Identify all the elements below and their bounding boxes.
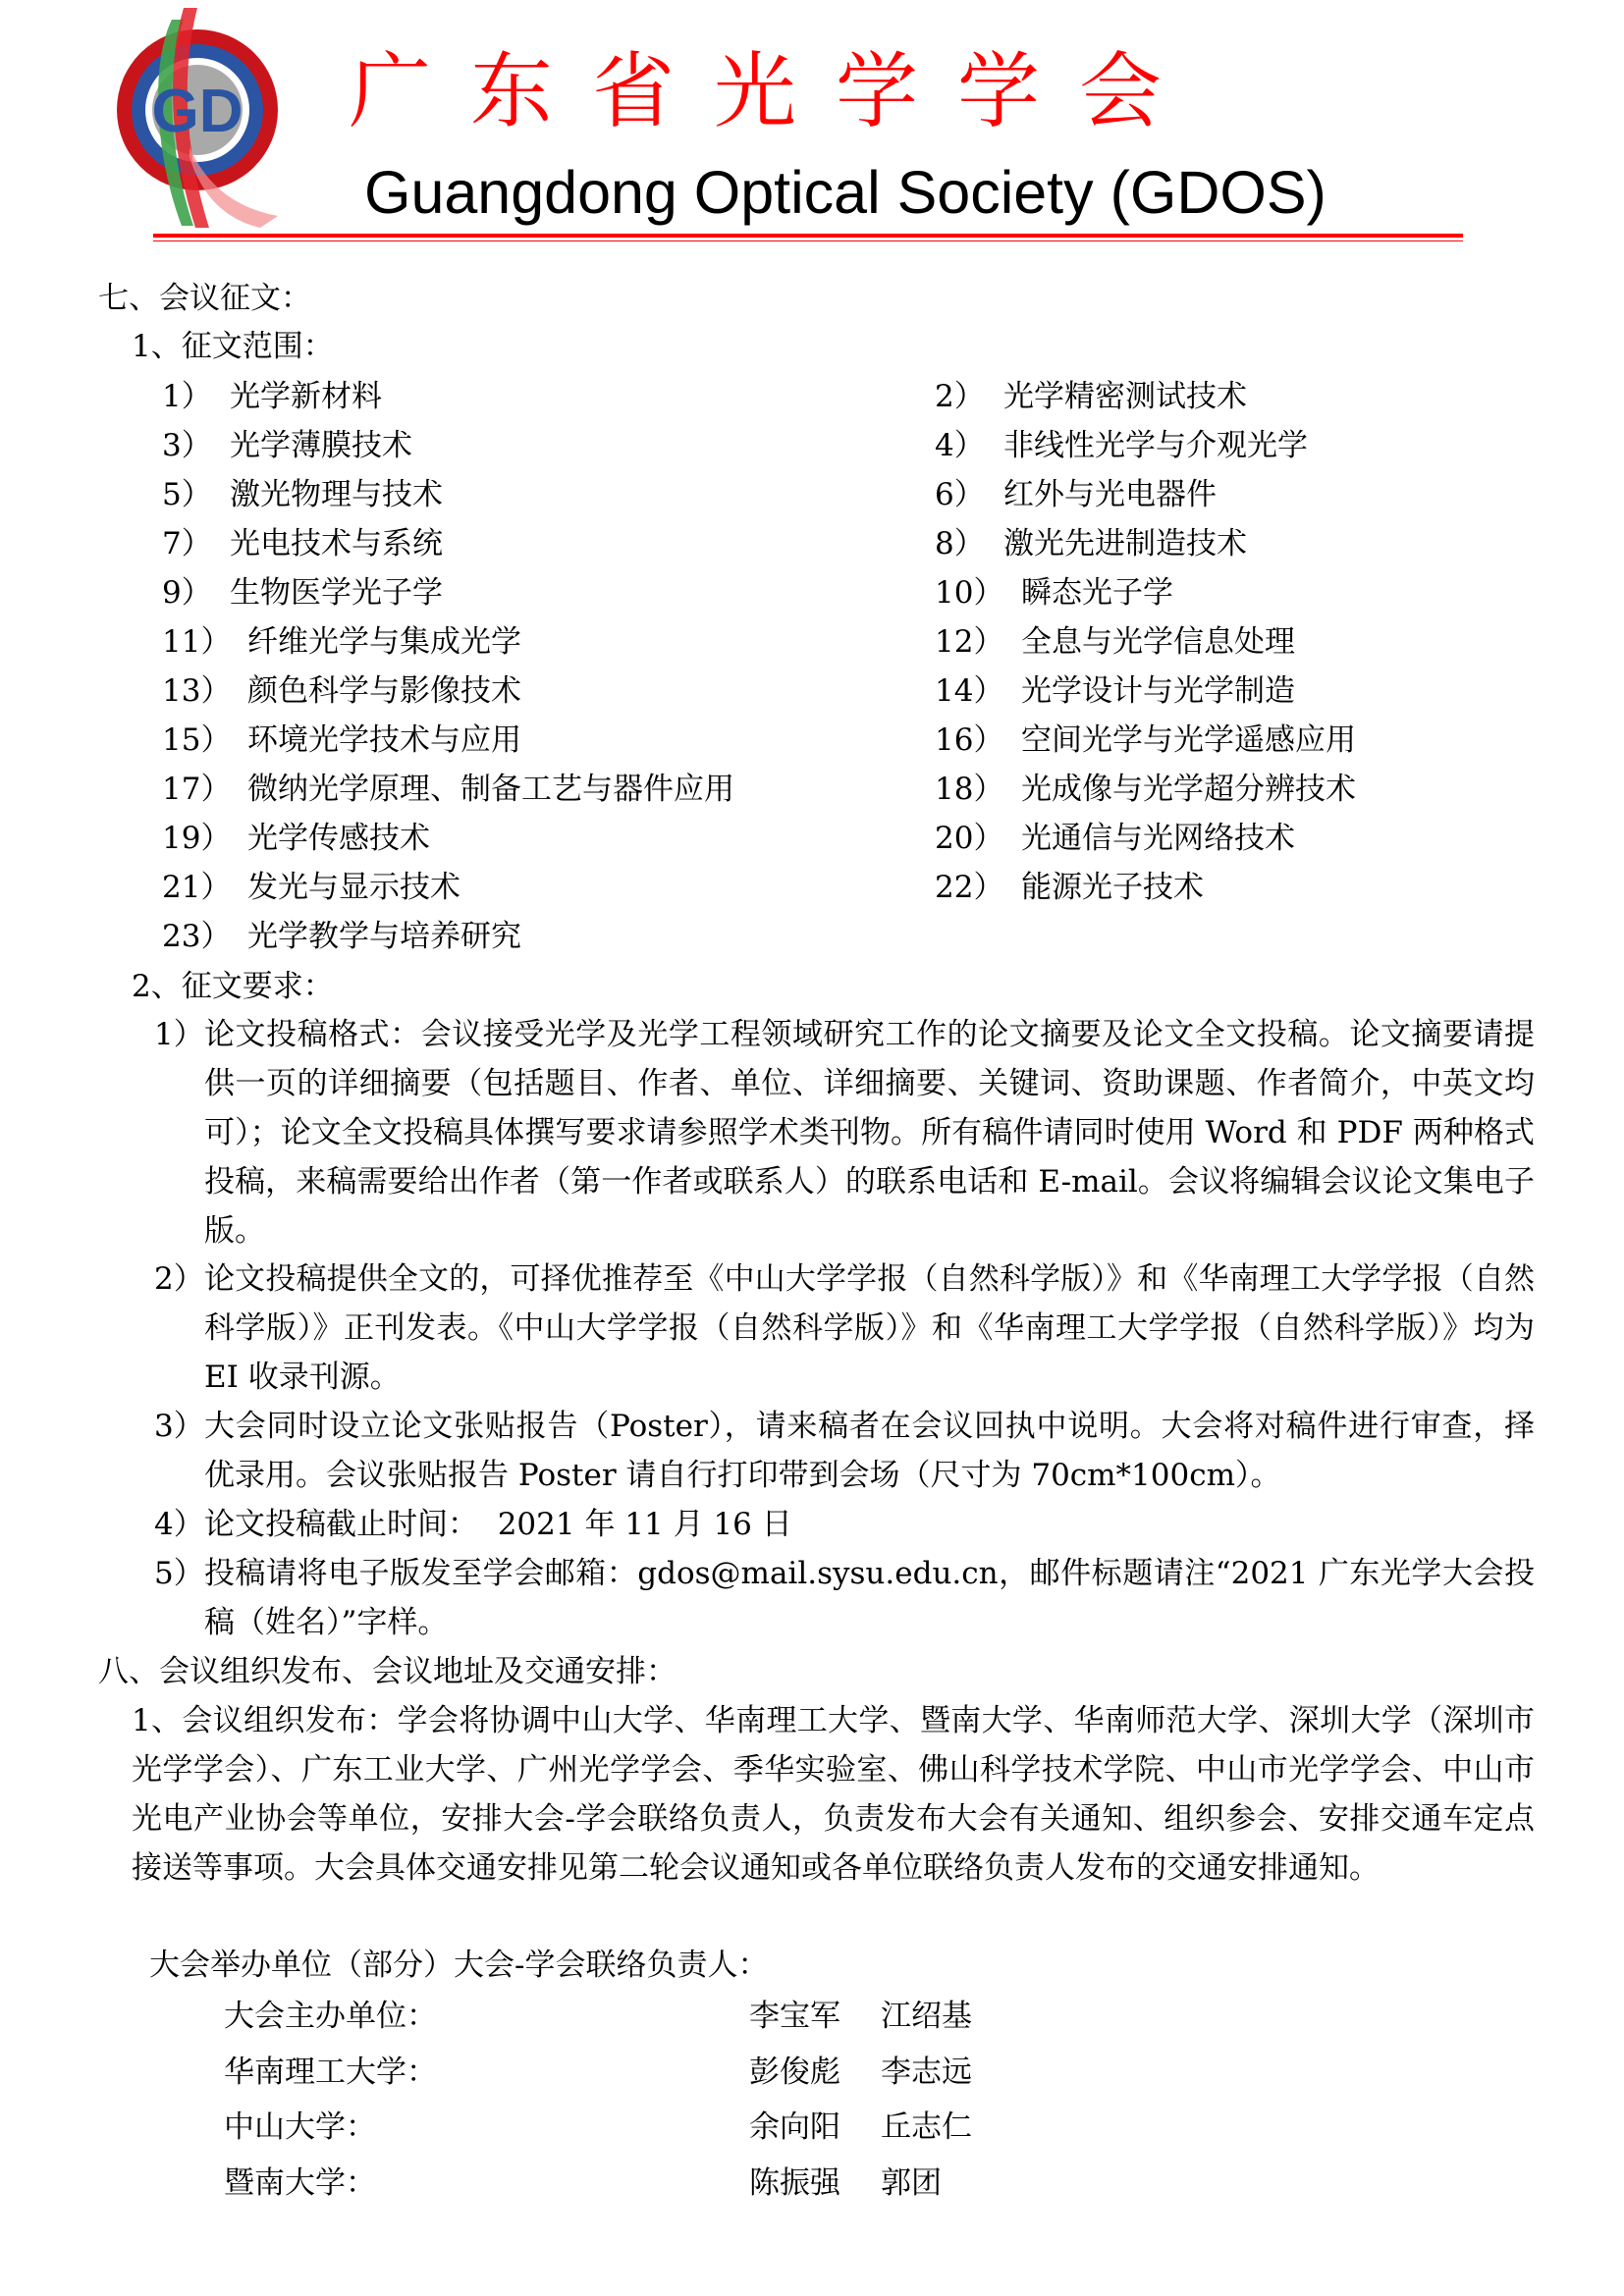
topic-number: 6） [935,477,985,512]
topic-label: 光学薄膜技术 [230,428,412,463]
topic-number: 1） [162,379,212,414]
topic-label: 微纳光学原理、制备工艺与器件应用 [247,772,734,807]
topic-label: 纤维光学与集成光学 [247,624,521,660]
topic-number: 10） [935,575,1004,611]
topic-number: 19） [162,821,232,856]
topic-label: 光学传感技术 [247,821,430,856]
contact-person: 丘志仁 [881,2109,972,2145]
contact-person: 彭俊彪 [749,2055,840,2090]
topic-label: 激光先进制造技术 [1003,526,1247,561]
topic-label: 光学新材料 [230,379,382,414]
topic-label: 全息与光学信息处理 [1021,624,1295,660]
topic-number: 21） [162,870,232,905]
topic-label: 颜色科学与影像技术 [247,673,521,709]
gdos-logo [113,0,290,228]
topic-number: 16） [935,722,1004,758]
topic-label: 光学教学与培养研究 [247,919,521,954]
organization-text: 1、会议组织发布：学会将协调中山大学、华南理工大学、暨南大学、华南师范大学、深圳大学（深圳市光学学会）、广东工业大学、广州光学学会、季华实验室、佛山科学技术学院、中山市光学学会、中山市光电产业协会等单位，安排大会-学会联络负责人，负责发布大会有关通知、组织参会、安排交通车定点接送等事项。大会具体交通安排见第二轮会议通知或各单位联络负责人发布的交通安排通知。 [132,1703,1535,1886]
contacts-heading: 大会举办单位（部分）大会-学会联络负责人： [149,1948,769,1983]
topic-label: 空间光学与光学遥感应用 [1021,722,1356,758]
scope-heading: 1、征文范围： [132,329,334,364]
contact-person: 郭团 [881,2165,942,2201]
topic-number: 4） [935,428,985,463]
contact-unit: 中山大学： [224,2109,376,2145]
topic-number: 8） [935,526,985,561]
contact-person: 陈振强 [749,2165,840,2201]
requirement-number: 5） [154,1556,204,1591]
society-title-en: Guangdong Optical Society (GDOS) [364,159,1326,226]
topic-label: 发光与显示技术 [247,870,460,905]
section-7-heading: 七、会议征文： [98,281,311,316]
section-8-heading: 八、会议组织发布、会议地址及交通安排： [98,1654,677,1689]
topic-label: 光电技术与系统 [230,526,443,561]
contact-person: 李宝军 [749,1999,840,2034]
topic-number: 7） [162,526,212,561]
topic-number: 5） [162,477,212,512]
topic-label: 环境光学技术与应用 [247,722,521,758]
topic-label: 光成像与光学超分辨技术 [1021,772,1356,807]
topic-label: 光学精密测试技术 [1003,379,1247,414]
requirement-number: 1） [154,1017,204,1052]
requirement-text: 论文投稿截止时间： 2021 年 11 月 16 日 [204,1507,792,1542]
requirement-text: 大会同时设立论文张贴报告（Poster），请来稿者在会议回执中说明。大会将对稿件进行审查，择优录用。会议张贴报告 Poster 请自行打印带到会场（尺寸为 70cm*100cm）。 [204,1409,1535,1493]
contact-person: 余向阳 [749,2109,840,2145]
topic-label: 生物医学光子学 [230,575,443,611]
topic-number: 13） [162,673,232,709]
header-divider-thin [153,240,1463,241]
contact-unit: 华南理工大学： [224,2055,437,2090]
topic-number: 15） [162,722,232,758]
topic-number: 9） [162,575,212,611]
topic-number: 11） [162,624,232,660]
contact-unit: 大会主办单位： [224,1999,437,2034]
topic-number: 20） [935,821,1004,856]
requirement-text: 论文投稿格式：会议接受光学及光学工程领域研究工作的论文摘要及论文全文投稿。论文摘要请提供一页的详细摘要（包括题目、作者、单位、详细摘要、关键词、资助课题、作者简介，中英文均可）；论文全文投稿具体撰写要求请参照学术类刊物。所有稿件请同时使用 Word 和 PDF 两种格式投稿，来稿需要给出作者（第一作者或联系人）的联系电话和 E-mail。会议将编辑会议论文集电子版。 [204,1017,1535,1249]
contact-person: 李志远 [881,2055,972,2090]
topic-label: 红外与光电器件 [1003,477,1217,512]
topic-number: 3） [162,428,212,463]
topic-label: 瞬态光子学 [1021,575,1173,611]
topic-label: 能源光子技术 [1021,870,1204,905]
requirement-number: 3） [154,1409,204,1444]
gdos-logo-icon [113,0,290,228]
contact-unit: 暨南大学： [224,2165,376,2201]
logo-text: GD [151,78,244,145]
requirement-number: 2） [154,1261,204,1297]
contact-person: 江绍基 [881,1999,972,2034]
topic-label: 激光物理与技术 [230,477,443,512]
header-divider [153,234,1463,238]
requirements-heading: 2、征文要求： [132,969,334,1004]
requirement-number: 4） [154,1507,204,1542]
topic-label: 非线性光学与介观光学 [1003,428,1308,463]
topic-number: 17） [162,772,232,807]
topic-number: 14） [935,673,1004,709]
requirement-text: 论文投稿提供全文的，可择优推荐至《中山大学学报（自然科学版）》和《华南理工大学学报（自然科学版）》正刊发表。《中山大学学报（自然科学版）》和《华南理工大学学报（自然科学版）》均为 EI 收录刊源。 [204,1261,1535,1395]
topic-number: 18） [935,772,1004,807]
society-title-cn: 广东省光学学会 [349,43,1202,139]
topic-number: 2） [935,379,985,414]
topic-label: 光学设计与光学制造 [1021,673,1295,709]
topic-number: 23） [162,919,232,954]
topic-label: 光通信与光网络技术 [1021,821,1295,856]
topic-number: 12） [935,624,1004,660]
topic-number: 22） [935,870,1004,905]
requirement-text: 投稿请将电子版发至学会邮箱：gdos@mail.sysu.edu.cn，邮件标题请注“2021 广东光学大会投稿（姓名）”字样。 [204,1556,1535,1640]
